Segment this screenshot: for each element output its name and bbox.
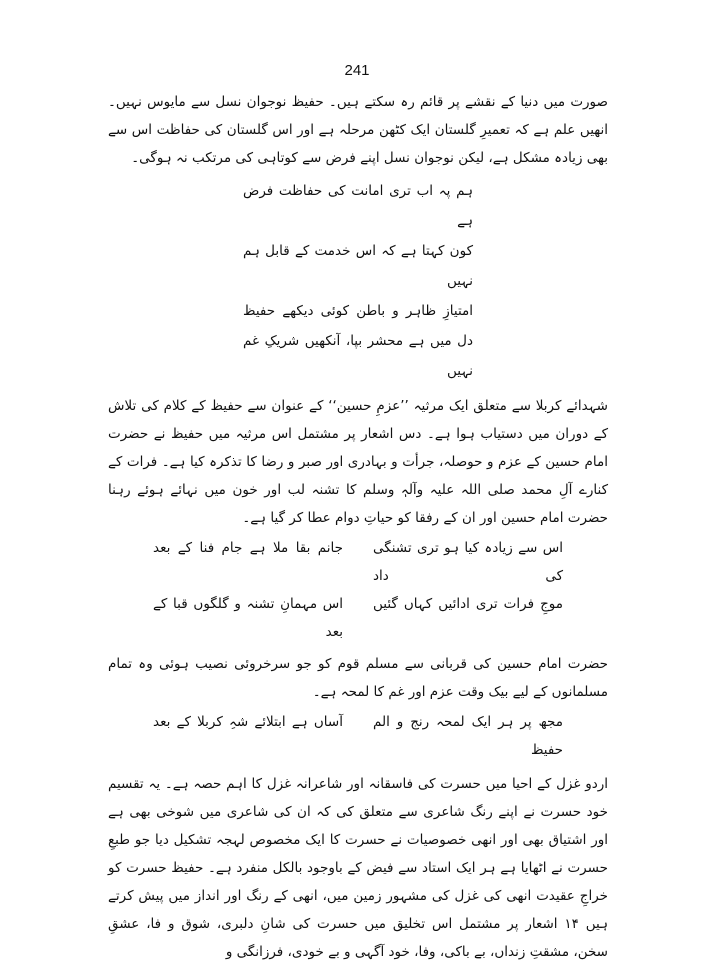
poem-quatrain	[108, 176, 608, 386]
misra: اس مہمانِ تشنہ و گلگوں قبا کے بعد	[153, 596, 343, 640]
couplet	[108, 590, 608, 646]
misra: اس سے زیادہ کیا ہو تری تشنگی کی داد	[373, 540, 563, 584]
couplet	[108, 708, 608, 764]
misra: موجِ فرات تری ادائیں کہاں گئیں	[373, 596, 563, 612]
misra: مجھ پر ہر ایک لمحہ رنج و الم حفیظ	[373, 714, 563, 758]
misra: آساں ہے ابتلائے شہِ کربلا کے بعد	[153, 714, 343, 730]
page-content	[108, 88, 608, 966]
paragraph: صورت میں دنیا کے نقشے پر قائم رہ سکتے ہیں۔ حفیظ نوجوان نسل سے مایوس نہیں۔ انھیں علم ہے کہ تعمیرِ گلستان ایک کٹھن مرحلہ ہے اور اس گلستان کی حفاظت اس سے بھی زیادہ مشکل ہے، لیکن نوجوان نسل اپنے فرض سے کوتاہی کی مرتکب نہ ہوگی۔	[108, 94, 608, 166]
paragraph: حضرت امام حسین کی قربانی سے مسلم قوم کو جو سرخروئی نصیب ہوئی وہ تمام مسلمانوں کے لیے بیک وقت عزم اور غم کا لمحہ ہے۔	[108, 656, 608, 700]
verse-line: کون کہتا ہے کہ اس خدمت کے قابل ہم نہیں	[243, 243, 473, 289]
verse-line: ہم پہ اب تری امانت کی حفاظت فرض ہے	[243, 183, 473, 229]
misra: جانم بقا ملا ہے جام فنا کے بعد	[153, 540, 343, 556]
couplet	[108, 534, 608, 590]
paragraph: اردو غزل کے احیا میں حسرت کی فاسقانہ اور شاعرانہ غزل کا اہم حصہ ہے۔ یہ تقسیم خود حسرت نے اپنے رنگ شاعری سے متعلق کی کہ ان کی شاعری میں شوخی بھی ہے اور اشتیاق بھی اور انھی خصوصیات نے حسرت کا ایک مخصوص لہجہ تشکیل دیا جو طبعِ حسرت نے اٹھایا ہے ہر ایک استاد سے فیض کے باوجود بالکل منفرد ہے۔ حفیظ حسرت کو خراجِ عقیدت انھی کی غزل کی مشہور زمین میں، انھی کے رنگ اور انداز میں پیش کرتے ہیں ۱۴ اشعار پر مشتمل اس تخلیق میں حسرت کی شانِ دلبری، شوق و فا، عشقِ سخن، مشقتِ زنداں، بے باکی، وفا، خود آگہی و بے خودی، فرزانگی و	[108, 776, 608, 960]
poem-couplets	[108, 534, 608, 646]
poem-couplet	[108, 708, 608, 764]
verse-line: دل میں ہے محشر بپا، آنکھیں شریکِ غم نہیں	[243, 333, 473, 379]
verse-line: امتیازِ ظاہر و باطن کوئی دیکھے حفیظ	[243, 303, 473, 319]
page-number: 241	[344, 62, 370, 79]
paragraph: شہدائے کربلا سے متعلق ایک مرثیہ ’’عزمِ حسین‘‘ کے عنوان سے حفیظ کے کلام کی تلاش کے دوران میں دستیاب ہوا ہے۔ دس اشعار پر مشتمل اس مرثیہ میں حفیظ نے حضرت امام حسین کے عزم و حوصلہ، جرأت و بہادری اور صبر و رضا کا تذکرہ کیا ہے۔ فرات کے کنارے آلِ محمد صلی اللہ علیہ وآلہٖ وسلم کا تشنہ لب اور خون میں نہائے ہوئے رہنا حضرت امام حسین اور ان کے رفقا کو حیاتِ دوام عطا کر گیا ہے۔	[108, 398, 608, 526]
